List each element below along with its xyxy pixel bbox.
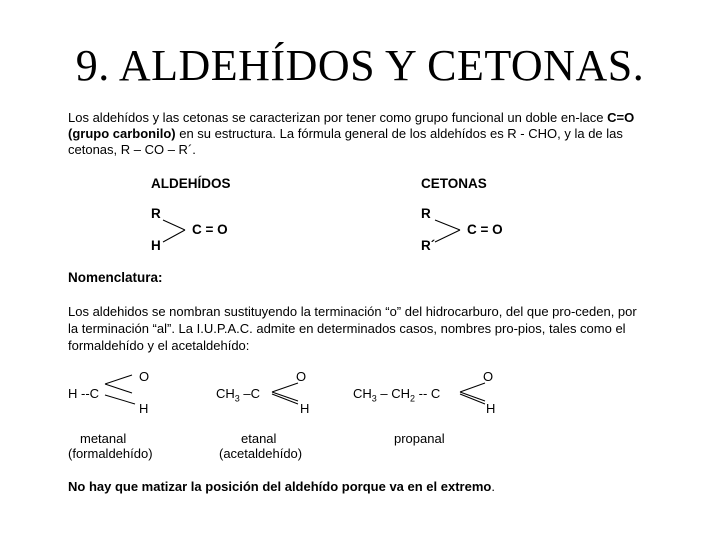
intro-text-2: en su estructura. La fórmula general de los aldehídos es R - CHO, y la de las cetonas, R – CO – R´. [68,126,623,157]
ketone-co: C = O [467,222,503,237]
formula-subscript: 3 [234,393,240,404]
bond-line [105,384,132,393]
ketone-r: R [421,206,431,221]
bond-line [272,392,298,401]
bond-line [272,383,298,392]
formula-subscript: 2 [410,393,416,404]
final-note-bold: No hay que matizar la posición del aldehído porque va en el extremo [68,479,492,494]
aldehyde-co: C = O [192,222,228,237]
example-common-name: (formaldehído) [68,446,153,461]
bond-line [435,220,460,230]
ketones-heading: CETONAS [421,176,487,191]
final-note [68,479,668,495]
bond-line [460,392,485,401]
intro-text-1: Los aldehídos y las cetonas se caracterizan por tener como grupo funcional un doble en-lace [68,110,608,125]
nomenclature-heading: Nomenclatura: [68,270,163,285]
aldehyde-h: H [151,238,161,253]
intro-bold-carbonyl: C=O (grupo carbonilo) [68,110,635,141]
final-note-end: . [491,479,495,494]
bond-line [435,230,460,242]
example-name: etanal [241,431,277,446]
formula-part: –C [239,386,261,401]
example-formula: H --C [68,386,100,401]
bond-line [272,394,298,404]
bond-line [105,375,132,384]
nomenclature-paragraph: Los aldehidos se nombran sustituyendo la terminación “o” del hidrocarburo, del que pro-ceden, por la terminación “al”. La I.U.P.A.C. admite en determinados casos, nombres pro-pios, tales como el formaldehído y el acetaldehído: [68,304,637,353]
bond-line [163,230,185,242]
example-o: O [139,369,150,384]
aldehyde-r: R [151,206,161,221]
example-name: propanal [394,431,445,446]
formula-subscript: 3 [371,393,377,404]
example-common-name: (acetaldehído) [219,446,303,461]
bond-line [460,394,485,404]
page-title: 9. ALDEHÍDOS Y CETONAS. [75,41,645,90]
example-o: O [483,369,494,384]
formula-part: -- C [415,386,441,401]
example-h: H [486,401,496,416]
aldehydes-heading: ALDEHÍDOS [151,176,231,191]
formula-part: CH [353,386,372,401]
example-name: metanal [80,431,127,446]
bond-line [460,383,485,392]
example-h: H [139,401,149,416]
bond-line [105,395,135,404]
ketone-r-prime: R´ [421,238,436,253]
example-o: O [296,369,307,384]
example-formula [216,386,260,404]
formula-part: – CH [376,386,411,401]
formula-part: CH [216,386,235,401]
example-h: H [300,401,310,416]
bond-line [163,220,185,230]
example-formula [353,386,440,404]
